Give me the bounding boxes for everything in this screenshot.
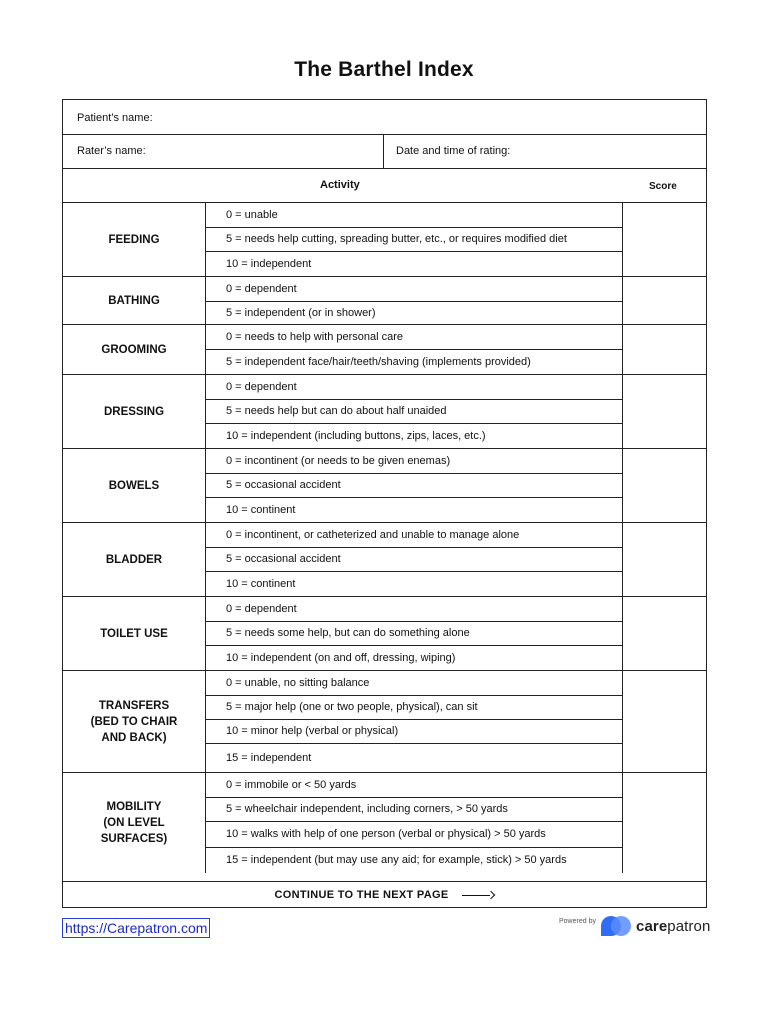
activity-options <box>205 597 623 671</box>
continue-label: CONTINUE TO THE NEXT PAGE <box>274 889 449 901</box>
rater-name-label: Rater’s name: <box>77 145 146 157</box>
activity-option: 5 = independent face/hair/teeth/shaving (implements provided) <box>226 356 531 368</box>
activity-category: BATHING <box>108 295 160 307</box>
divider <box>63 168 706 169</box>
activity-option: 10 = continent <box>226 504 296 516</box>
activity-options <box>205 671 623 773</box>
activity-option: 10 = continent <box>226 578 296 590</box>
activity-option: 0 = immobile or < 50 yards <box>226 779 357 791</box>
activity-option: 10 = independent (including buttons, zips, laces, etc.) <box>226 430 486 442</box>
continue-row <box>63 882 706 908</box>
activity-category: BOWELS <box>108 480 160 492</box>
carepatron-logo <box>600 915 710 937</box>
activity-options <box>205 203 623 277</box>
page-title: The Barthel Index <box>294 58 474 81</box>
activity-option: 0 = unable, no sitting balance <box>226 677 370 689</box>
activity-option: 0 = unable <box>226 209 278 221</box>
activity-option: 5 = major help (one or two people, physical), can sit <box>226 701 478 713</box>
carepatron-wordmark <box>636 918 710 935</box>
activity-options <box>205 277 623 325</box>
powered-by-label: Powered by <box>559 918 596 925</box>
activity-option: 0 = needs to help with personal care <box>226 331 404 343</box>
score-cell[interactable] <box>623 449 706 523</box>
activity-section <box>63 670 706 772</box>
activity-category: FEEDING <box>108 234 160 246</box>
activity-options <box>205 449 623 523</box>
score-cell[interactable] <box>623 375 706 449</box>
activity-category: GROOMING <box>101 344 167 356</box>
brand-bold-text: care <box>636 917 668 935</box>
activity-option: 5 = needs help cutting, spreading butter, etc., or requires modified diet <box>226 233 567 245</box>
activity-section <box>63 448 706 522</box>
activity-option: 0 = incontinent (or needs to be given enemas) <box>226 455 451 467</box>
carepatron-logo-icon <box>600 915 632 937</box>
activity-category: MOBILITY (ON LEVEL SURFACES) <box>100 801 168 845</box>
activity-option: 5 = wheelchair independent, including corners, > 50 yards <box>226 803 508 815</box>
activity-option: 5 = independent (or in shower) <box>226 307 376 319</box>
activity-option: 0 = incontinent, or catheterized and unable to manage alone <box>226 529 520 541</box>
activity-option: 10 = independent <box>226 258 312 270</box>
score-cell[interactable] <box>623 671 706 773</box>
barthel-form-table <box>62 99 707 908</box>
arrow-right-icon <box>462 891 494 899</box>
activity-option: 5 = needs some help, but can do something alone <box>226 627 470 639</box>
divider <box>63 134 706 135</box>
activity-category: TRANSFERS (BED TO CHAIR AND BACK) <box>90 700 178 744</box>
activity-option: 15 = independent (but may use any aid; for example, stick) > 50 yards <box>226 854 567 866</box>
score-cell[interactable] <box>623 325 706 375</box>
activity-section <box>63 596 706 670</box>
activity-category: BLADDER <box>105 554 163 566</box>
patient-name-label: Patient’s name: <box>77 112 153 124</box>
activity-section <box>63 276 706 324</box>
activity-option: 0 = dependent <box>226 283 297 295</box>
activity-option: 5 = occasional accident <box>226 553 341 565</box>
activity-option: 10 = minor help (verbal or physical) <box>226 725 399 737</box>
activity-section <box>63 772 706 872</box>
activity-section <box>63 522 706 596</box>
divider <box>383 134 384 168</box>
activity-option: 0 = dependent <box>226 603 297 615</box>
score-cell[interactable] <box>623 203 706 277</box>
activity-option: 5 = needs help but can do about half unaided <box>226 405 447 417</box>
activity-option: 15 = independent <box>226 752 312 764</box>
score-cell[interactable] <box>623 773 706 873</box>
activity-section <box>63 374 706 448</box>
score-cell[interactable] <box>623 597 706 671</box>
score-header: Score <box>649 181 677 192</box>
brand-regular-text: patron <box>667 917 711 935</box>
score-cell[interactable] <box>623 523 706 597</box>
activity-options <box>205 523 623 597</box>
score-cell[interactable] <box>623 277 706 325</box>
activity-category: DRESSING <box>103 406 165 418</box>
activity-option: 5 = occasional accident <box>226 479 341 491</box>
activity-section <box>63 202 706 276</box>
activity-section <box>63 324 706 374</box>
activity-header: Activity <box>320 179 360 191</box>
activity-options <box>205 773 623 873</box>
date-time-label: Date and time of rating: <box>396 145 511 157</box>
activity-option: 0 = dependent <box>226 381 297 393</box>
activity-option: 10 = walks with help of one person (verbal or physical) > 50 yards <box>226 828 546 840</box>
activity-category: TOILET USE <box>100 628 168 640</box>
carepatron-link[interactable]: https://Carepatron.com <box>62 918 210 938</box>
activity-options <box>205 375 623 449</box>
activity-options <box>205 325 623 375</box>
activity-option: 10 = independent (on and off, dressing, wiping) <box>226 652 456 664</box>
